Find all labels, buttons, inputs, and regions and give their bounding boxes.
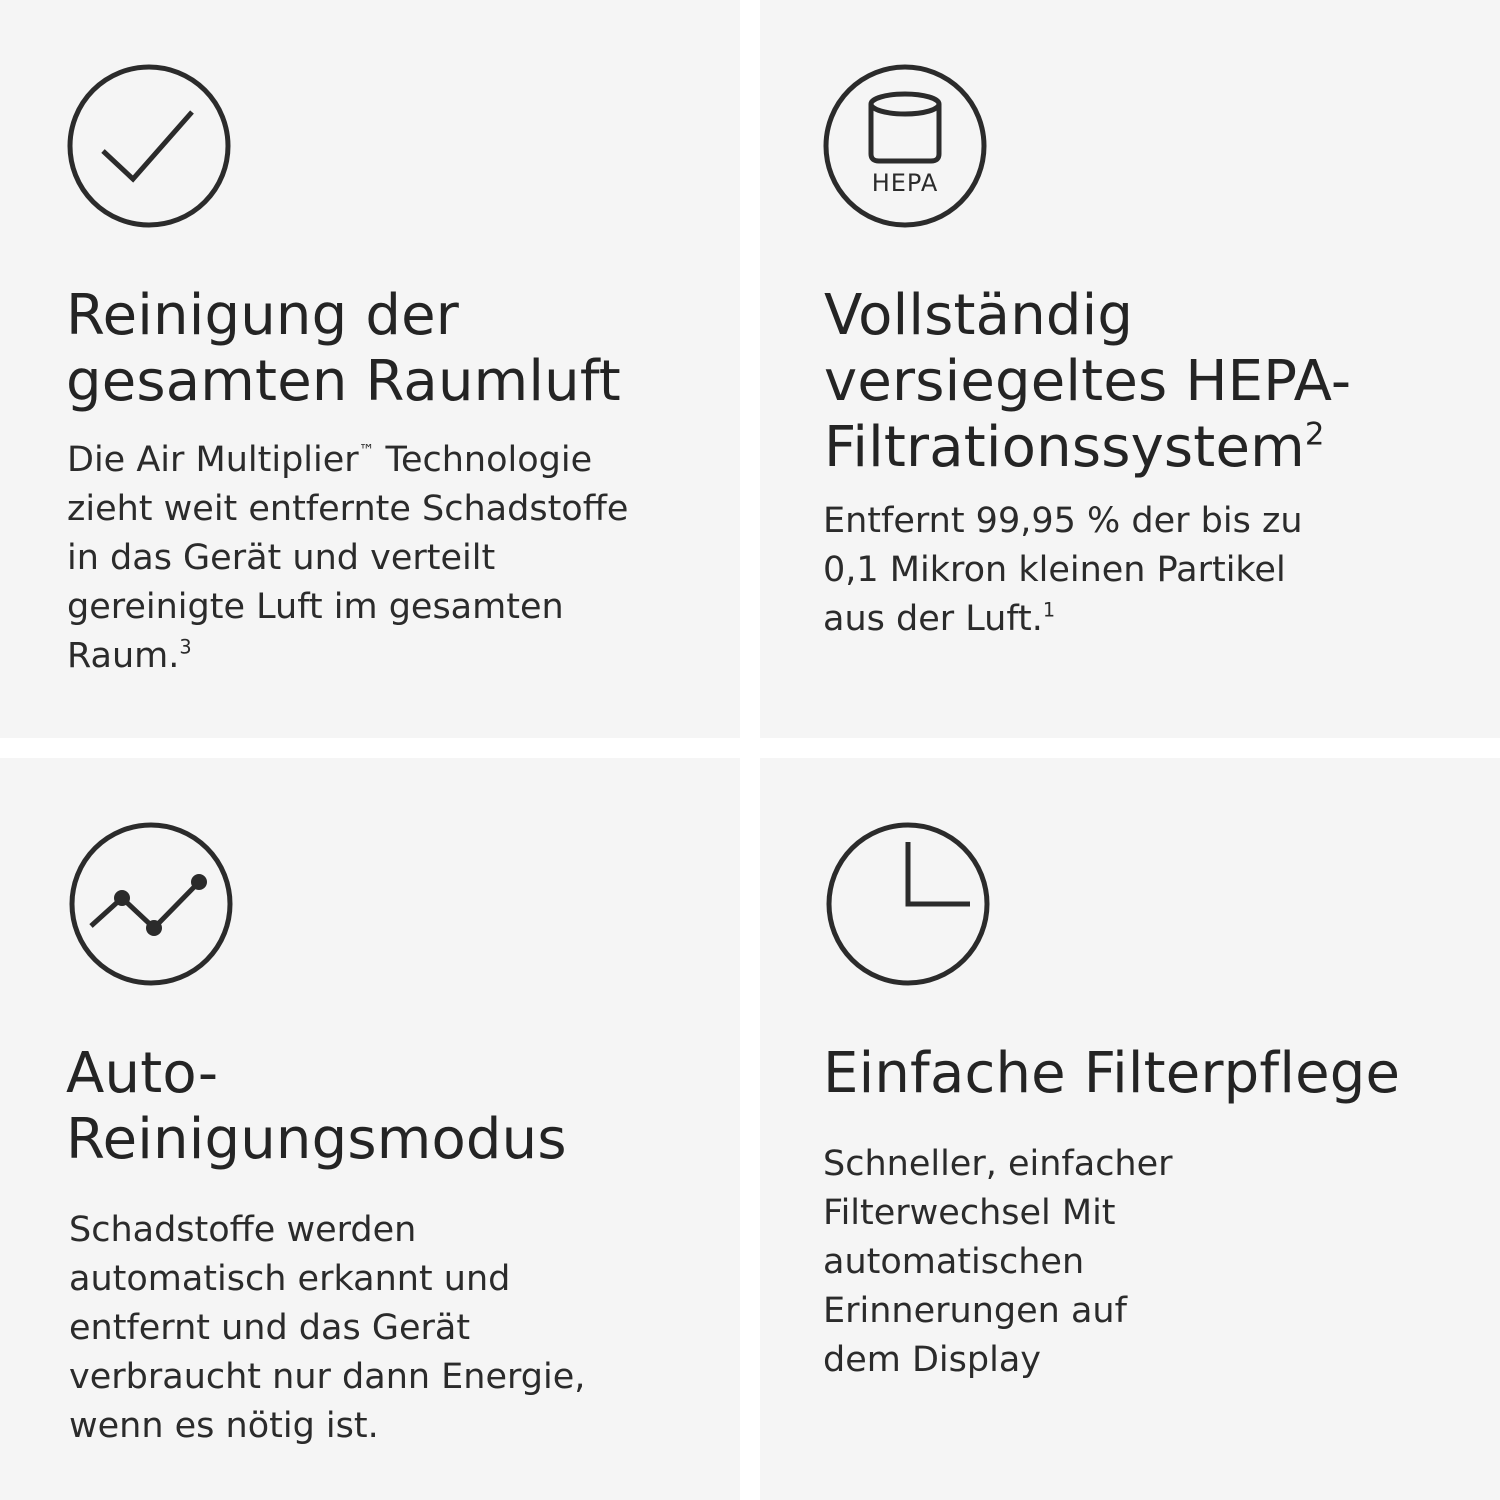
feature-description: Die Air Multiplier™ Technologie zieht weit entfernte Schadstoffe in das Gerät und verteilt gereinigte Luft im gesamten Raum.$^3$ [67, 440, 629, 676]
feature-description: Schneller, einfacher Filterwechsel Mit automatischen Erinnerungen auf dem Display [823, 1144, 1173, 1380]
feature-title: Auto- Reinigungsmodus [66, 1041, 567, 1172]
trend-line-icon [67, 820, 235, 988]
feature-title: Vollständig versiegeltes HEPA- Filtrationssystem$^2$ [824, 283, 1352, 480]
feature-title: Reinigung der gesamten Raumluft [66, 283, 621, 414]
hepa-icon-label: HEPA [871, 169, 939, 197]
feature-title: Einfache Filterpflege [823, 1041, 1401, 1106]
feature-panel-filter-care [760, 758, 1500, 1500]
feature-description: Schadstoffe werden automatisch erkannt und entfernt und das Gerät verbraucht nur dann Energie, wenn es nötig ist. [69, 1210, 586, 1446]
feature-panel-hepa [760, 0, 1500, 738]
checkmark-icon [65, 62, 233, 230]
clock-icon [824, 820, 992, 988]
hepa-filter-icon [821, 62, 989, 230]
feature-panel-auto-mode [0, 758, 740, 1500]
feature-panel-air-cleaning [0, 0, 740, 738]
feature-description: Entfernt 99,95 % der bis zu 0,1 Mikron kleinen Partikel aus der Luft.$^1$ [823, 501, 1303, 639]
